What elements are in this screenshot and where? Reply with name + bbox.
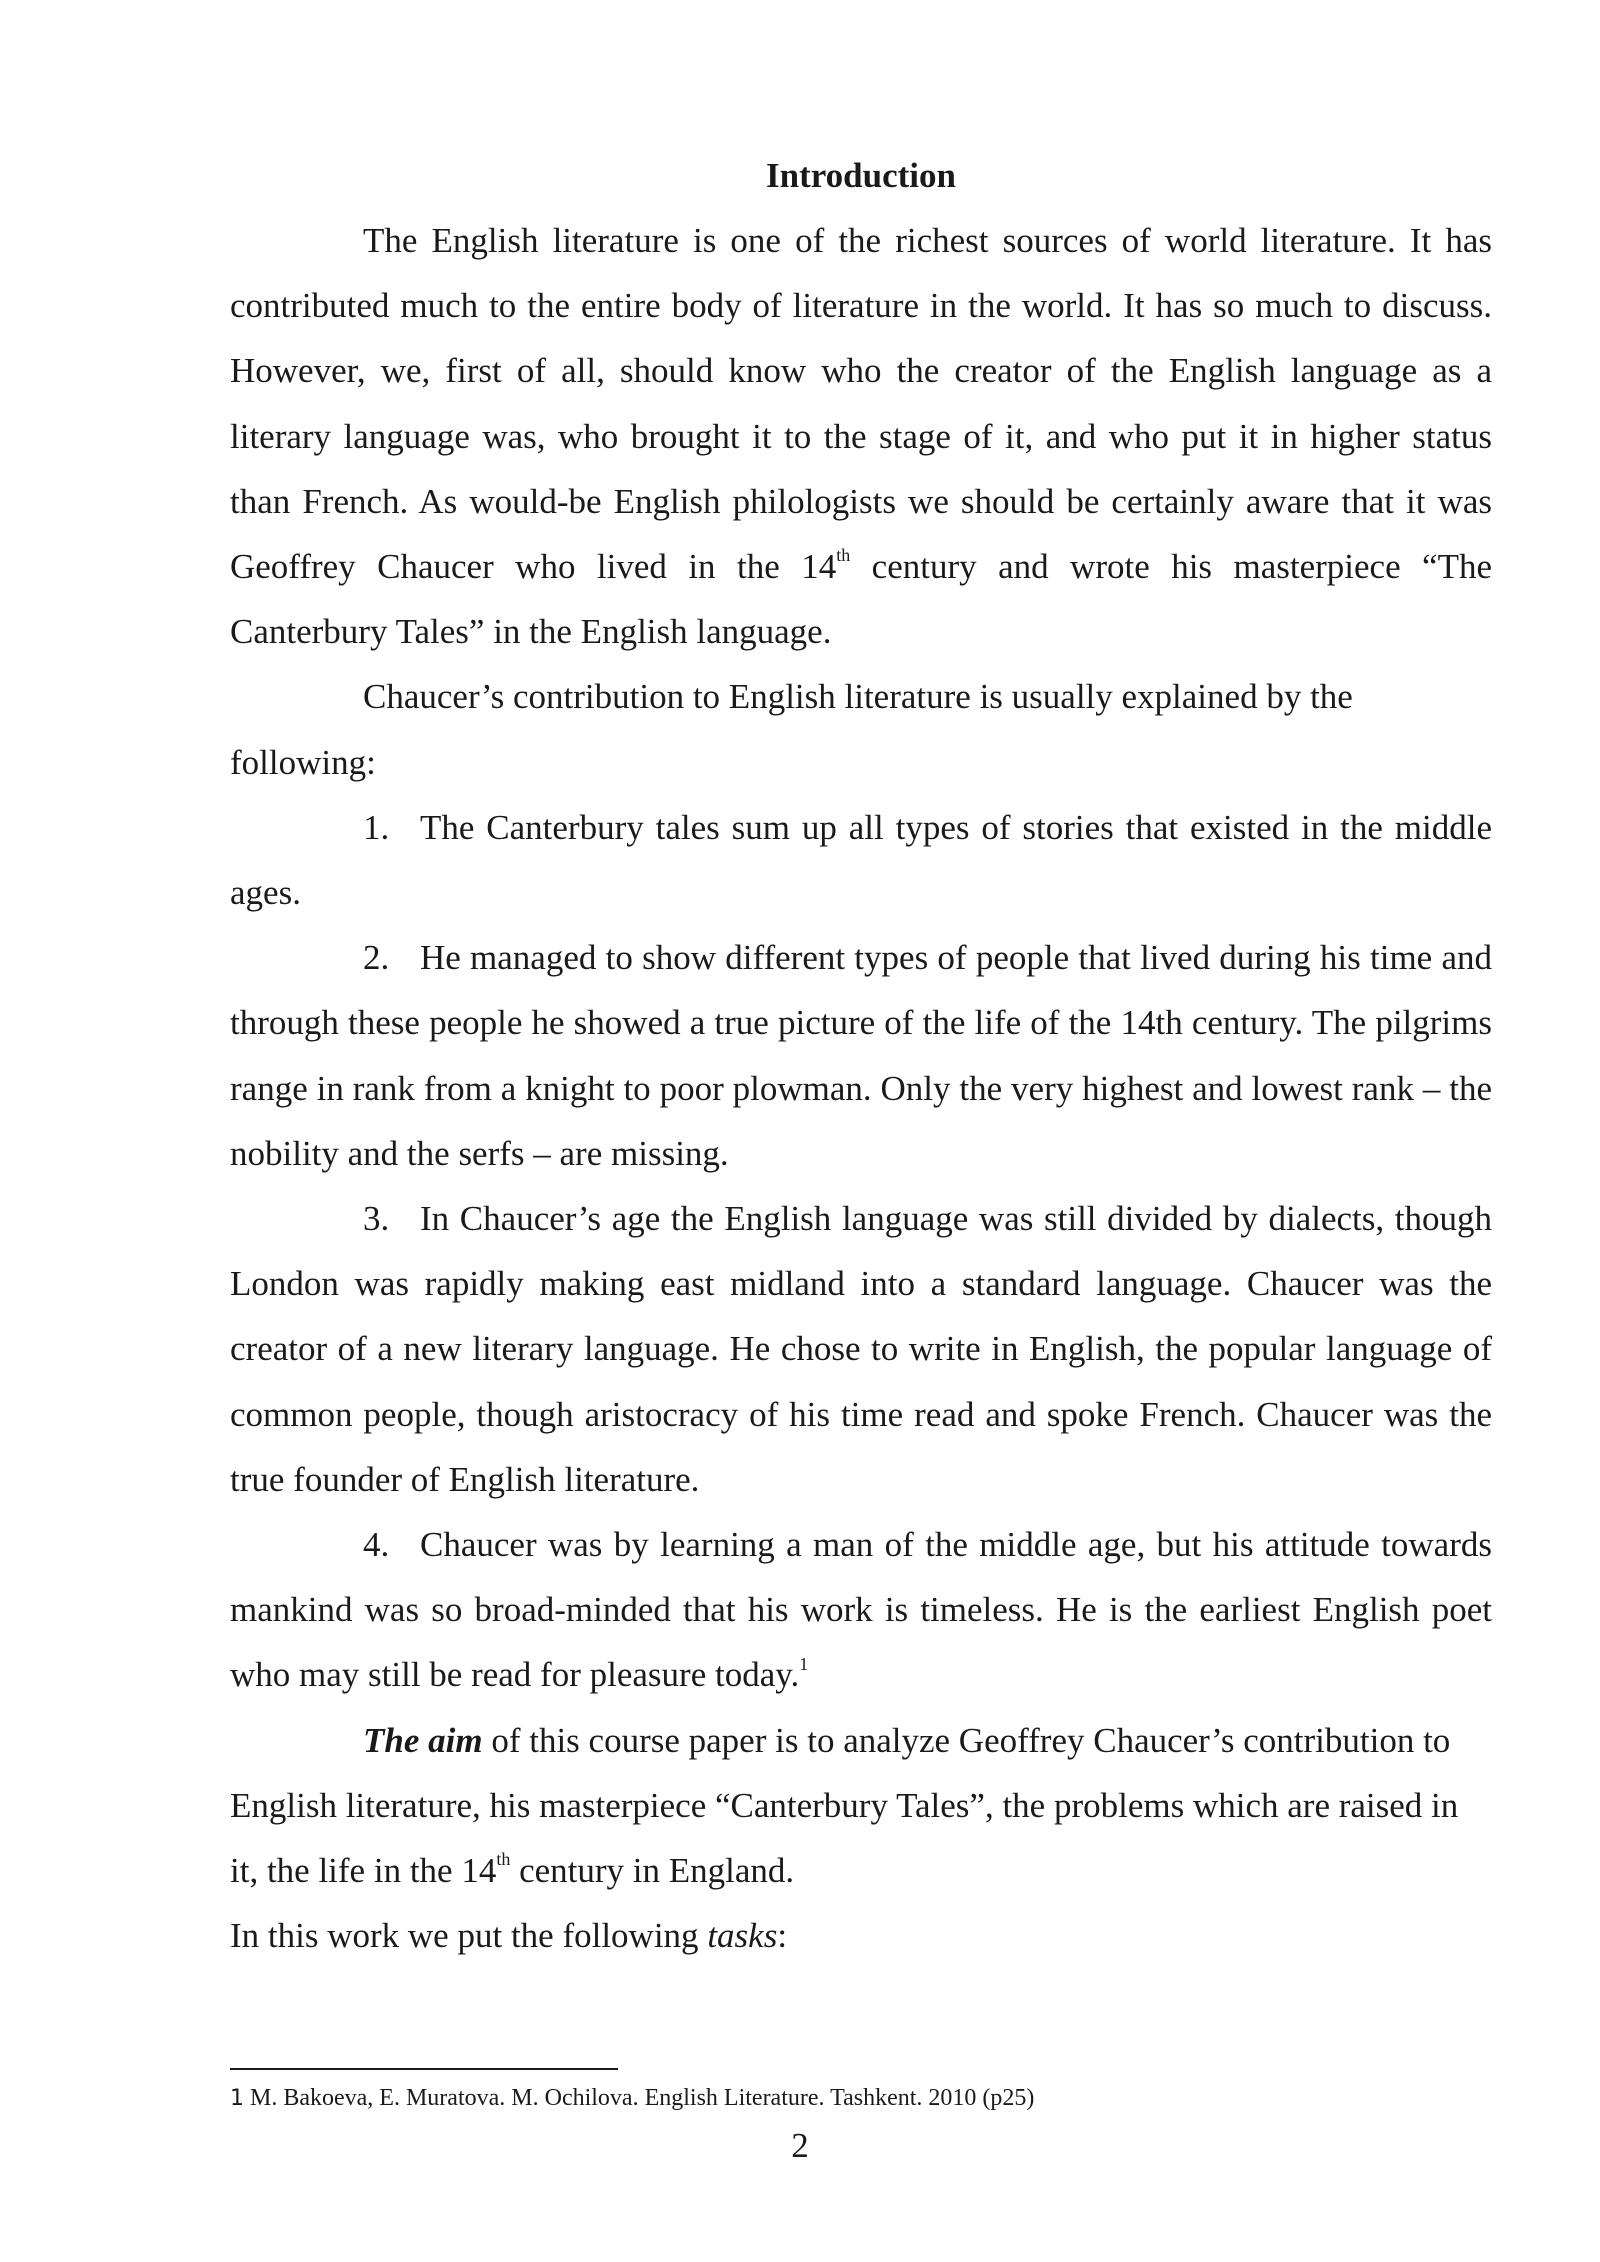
list-item: [230, 1186, 1492, 1512]
tasks-label: tasks: [707, 1916, 778, 1956]
section-heading: Introduction: [766, 156, 956, 195]
intro-paragraph: [230, 208, 1492, 664]
list-item: [230, 925, 1492, 1186]
aim-text-part2: century in England.: [510, 1851, 795, 1891]
intro-text-part1: The English literature is one of the richest sources of world literature. It has contributed much to the entire body of literature in the world. It has so much to discuss. However, we, first of all, should know who the creator of the English language as a literary language was, who brought it to the stage of it, and who put it in higher status than French. As would-be English philologists we should be certainly aware that it was Geoffrey Chaucer who lived in the 14: [230, 221, 1492, 587]
aim-label: The aim: [363, 1720, 483, 1760]
footnote: [230, 2082, 1492, 2115]
list-item-text: He managed to show different types of people that lived during his time and through these people he showed a true picture of the life of the 14th century. The pilgrims range in rank from a knight to poor plowman. Only the very highest and lowest rank – the nobility and the serfs – are missing.: [230, 938, 1492, 1173]
list-item-text: In Chaucer’s age the English language was still divided by dialects, though London was rapidly making east midland into a standard language. Chaucer was the creator of a new literary language. He chose to write in English, the popular language of common people, though aristocracy of his time read and spoke French. Chaucer was the true founder of English literature.: [230, 1199, 1492, 1499]
list-item-text: Chaucer was by learning a man of the middle age, but his attitude towards mankind was so broad-minded that his work is timeless. He is the earliest English poet who may still be read for pleasure today.: [230, 1525, 1492, 1695]
page-number: 2: [791, 2126, 809, 2165]
footnote-separator: [230, 2068, 618, 2070]
list-item-number: 4.: [363, 1525, 390, 1565]
list-item-number: 1.: [363, 807, 390, 847]
aim-paragraph: [230, 1708, 1492, 1904]
list-item: [230, 795, 1492, 925]
aim-superscript: th: [496, 1849, 511, 1870]
tasks-text: In this work we put the following: [230, 1916, 708, 1956]
footnote-reference: 1: [799, 1653, 809, 1674]
intro-text-part2: century and wrote his masterpiece “The Canterbury Tales” in the English language.: [230, 547, 1493, 652]
tasks-paragraph: [230, 1903, 1492, 1968]
contribution-lead-paragraph: Chaucer’s contribution to English literature is usually explained by the following:: [230, 677, 1353, 782]
list-item: [230, 1512, 1492, 1708]
intro-superscript: th: [836, 545, 851, 566]
footnote-marker: 1: [230, 2086, 244, 2111]
tasks-suffix: :: [777, 1916, 788, 1956]
aim-text-part1: of this course paper is to analyze Geoffrey Chaucer’s contribution to English literature, his masterpiece “Canterbury Tales”, the problems which are raised in it, the life in the 14: [230, 1720, 1459, 1891]
footnote-text: M. Bakoeva, E. Muratova. M. Ochilova. English Literature. Tashkent. 2010 (p25): [244, 2085, 1035, 2111]
list-item-number: 3.: [363, 1199, 390, 1239]
main-content: [230, 148, 1492, 1968]
list-item-number: 2.: [363, 938, 390, 978]
list-item-text: The Canterbury tales sum up all types of stories that existed in the middle ages.: [230, 807, 1492, 913]
